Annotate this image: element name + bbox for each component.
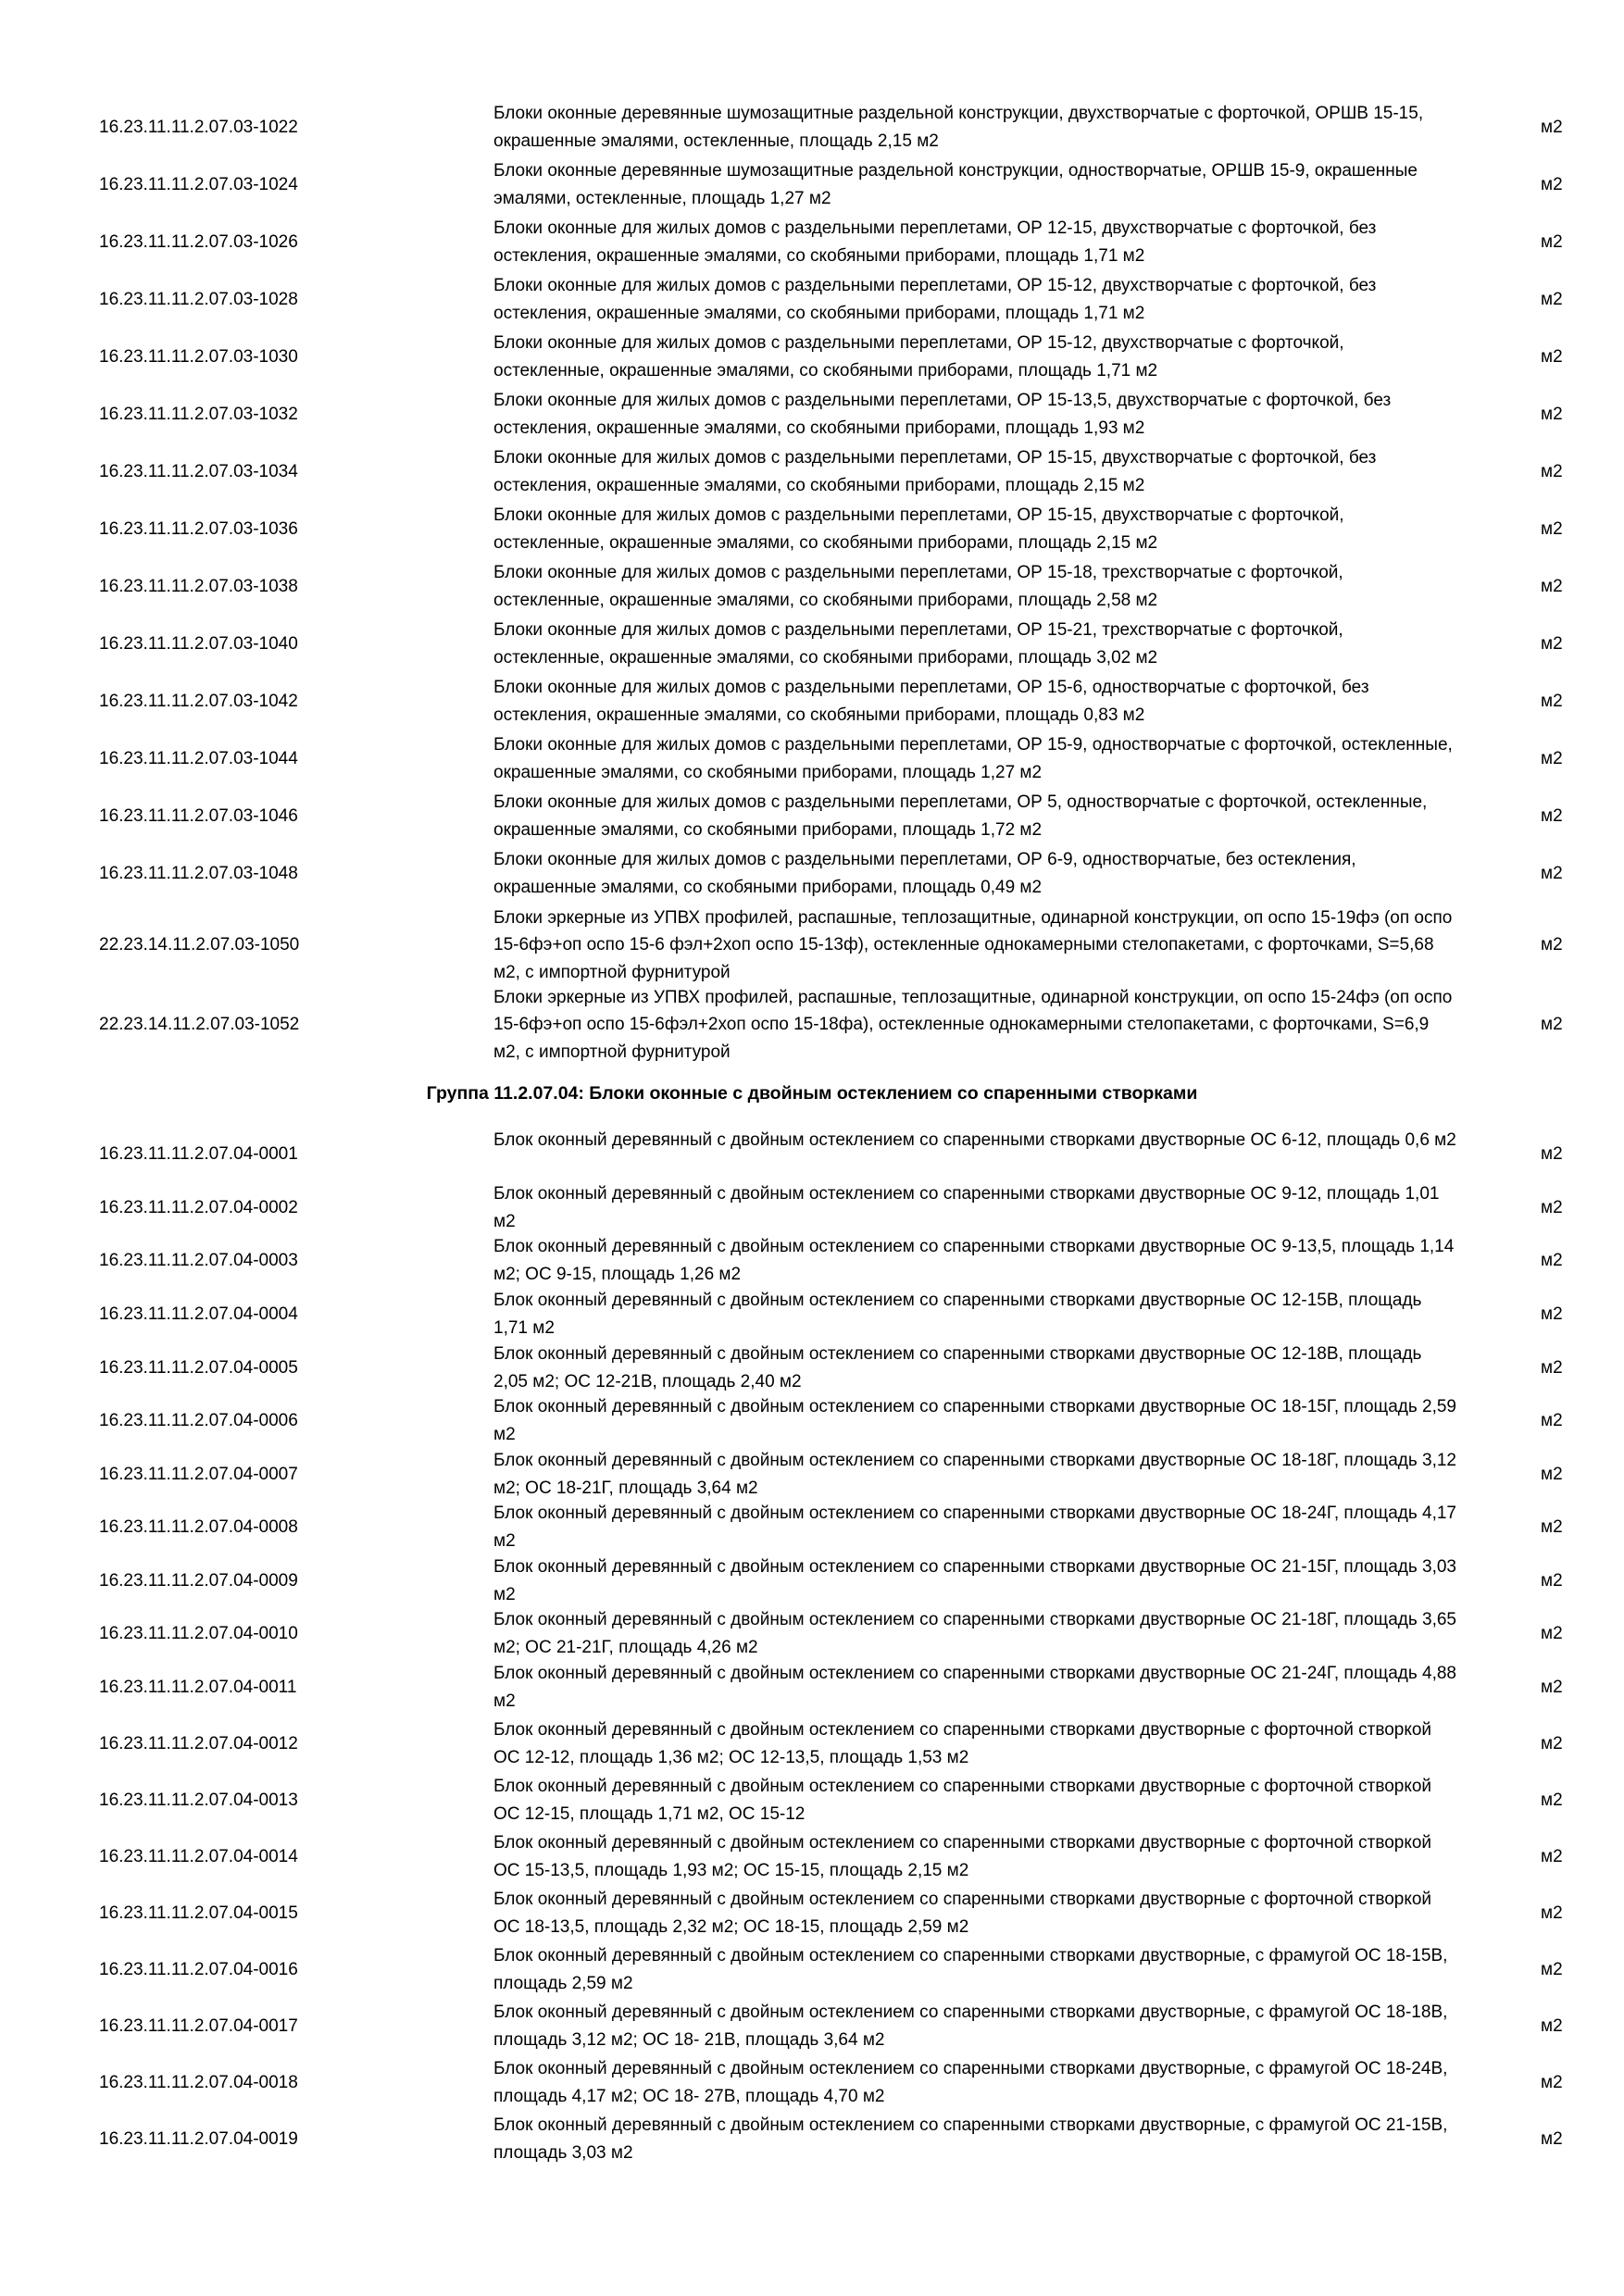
resource-description: Блоки оконные деревянные шумозащитные раздельной конструкции, двухстворчатые с форточкой, ОРШВ 15-15, окрашенные эмалями, остекленные, площадь 2,15 м2 [493,104,1424,151]
unit-of-measure: м2 [1541,1571,1563,1591]
resource-description: Блоки оконные для жилых домов с раздельными переплетами, ОР 15-6, одностворчатые с форточкой, без остекления, окрашенные эмалями, со скобяными приборами, площадь 0,83 м2 [493,678,1369,725]
table-row [0,1773,1624,1828]
resource-description: Блок оконный деревянный с двойным остеклением со спаренными створками двустворные ОС 12-15В, площадь 1,71 м2 [493,1291,1422,1338]
unit-of-measure: м2 [1541,1015,1563,1034]
unit-of-measure: м2 [1541,1304,1563,1324]
resource-code: 16.23.11.11.2.07.04-0007 [99,1465,298,1484]
unit-of-measure: м2 [1541,806,1563,826]
resource-description: Блок оконный деревянный с двойным остеклением со спаренными створками двустворные ОС 18-18Г, площадь 3,12 м2; ОС 18-21Г, площадь 3,64 м2 [493,1451,1456,1498]
resource-description: Блок оконный деревянный с двойным остеклением со спаренными створками двустворные с форточной створкой ОС 12-15, площадь 1,71 м2, ОС 15-12 [493,1777,1432,1824]
resource-code: 16.23.11.11.2.07.04-0010 [99,1624,298,1643]
resource-description: Блоки оконные для жилых домов с раздельными переплетами, ОР 15-12, двухстворчатые с форточкой, остекленные, окрашенные эмалями, со скобяными приборами, площадь 1,71 м2 [493,333,1344,381]
unit-of-measure: м2 [1541,1198,1563,1217]
resource-code: 16.23.11.11.2.07.04-0014 [99,1847,298,1866]
unit-of-measure: м2 [1541,2073,1563,2092]
unit-of-measure: м2 [1541,1358,1563,1378]
table-row [0,1234,1624,1288]
resource-code: 16.23.11.11.2.07.03-1040 [99,634,298,654]
resource-description: Блок оконный деревянный с двойным остеклением со спаренными створками двустворные с форточной створкой ОС 18-13,5, площадь 2,32 м2; ОС 18-15, площадь 2,59 м2 [493,1890,1432,1937]
table-row [0,1181,1624,1235]
unit-of-measure: м2 [1541,1624,1563,1643]
unit-of-measure: м2 [1541,1734,1563,1753]
resource-description: Блок оконный деревянный с двойным остеклением со спаренными створками двустворные ОС 21-15Г, площадь 3,03 м2 [493,1557,1456,1604]
resource-description: Блоки оконные для жилых домов с раздельными переплетами, ОР 15-15, двухстворчатые с форточкой, остекленные, окрашенные эмалями, со скобяными приборами, площадь 2,15 м2 [493,505,1344,553]
unit-of-measure: м2 [1541,290,1563,309]
table-row [0,846,1624,902]
resource-description: Блок оконный деревянный с двойным остеклением со спаренными створками двустворные ОС 18-15Г, площадь 2,59 м2 [493,1397,1456,1444]
table-row [0,387,1624,443]
resource-code: 16.23.11.11.2.07.03-1042 [99,692,298,711]
resource-code: 22.23.14.11.2.07.03-1052 [99,1015,300,1034]
resource-description: Блок оконный деревянный с двойным остеклением со спаренными створками двустворные ОС 12-18В, площадь 2,05 м2; ОС 12-21В, площадь 2,40 м2 [493,1344,1422,1391]
table-row [0,1716,1624,1772]
table-row [0,789,1624,844]
resource-description: Блок оконный деревянный с двойным остеклением со спаренными створками двустворные, с фрамугой ОС 21-15В, площадь 3,03 м2 [493,2115,1448,2163]
unit-of-measure: м2 [1541,692,1563,711]
resource-code: 16.23.11.11.2.07.03-1046 [99,806,298,826]
resource-code: 16.23.11.11.2.07.04-0002 [99,1198,298,1217]
resource-description: Блоки оконные для жилых домов с раздельными переплетами, ОР 12-15, двухстворчатые с форточкой, без остекления, окрашенные эмалями, со скобяными приборами, площадь 1,71 м2 [493,218,1377,266]
table-row [0,502,1624,557]
resource-description: Блок оконный деревянный с двойным остеклением со спаренными створками двустворные ОС 21-24Г, площадь 4,88 м2 [493,1664,1456,1711]
resource-code: 16.23.11.11.2.07.04-0017 [99,2016,298,2036]
resource-code: 16.23.11.11.2.07.04-0018 [99,2073,298,2092]
table-row [0,215,1624,270]
resource-description: Блоки оконные для жилых домов с раздельными переплетами, ОР 15-18, трехстворчатые с форточкой, остекленные, окрашенные эмалями, со скобяными приборами, площадь 2,58 м2 [493,563,1343,610]
table-row [0,444,1624,500]
unit-of-measure: м2 [1541,405,1563,424]
resource-description: Блоки оконные для жилых домов с раздельными переплетами, ОР 5, одностворчатые с форточкой, остекленные, окрашенные эмалями, со скобяными приборами, площадь 1,72 м2 [493,792,1428,840]
unit-of-measure: м2 [1541,2016,1563,2036]
resource-description: Блок оконный деревянный с двойным остеклением со спаренными створками двустворные ОС 9-12, площадь 1,01 м2 [493,1184,1440,1231]
resource-description: Блоки эркерные из УПВХ профилей, распашные, теплозащитные, одинарной конструкции, оп оспо 15-19фэ (оп оспо 15-6фэ+оп оспо 15-6 фэл+2хоп оспо 15-13ф), остекленные однокамерными стелопакетами, с форточками, S=5,68 м2, с импортной фурнитурой [493,907,1453,982]
table-row [0,1999,1624,2054]
unit-of-measure: м2 [1541,749,1563,768]
resource-description: Блок оконный деревянный с двойным остеклением со спаренными створками двустворные ОС 21-18Г, площадь 3,65 м2; ОС 21-21Г, площадь 4,26 м2 [493,1610,1456,1657]
unit-of-measure: м2 [1541,232,1563,252]
resource-code: 16.23.11.11.2.07.03-1026 [99,232,298,252]
resource-code: 16.23.11.11.2.07.03-1048 [99,864,298,883]
unit-of-measure: м2 [1541,1465,1563,1484]
table-row [0,559,1624,615]
resource-description: Блок оконный деревянный с двойным остеклением со спаренными створками двустворные с форточной створкой ОС 15-13,5, площадь 1,93 м2; ОС 15-15, площадь 2,15 м2 [493,1833,1432,1880]
resource-code: 16.23.11.11.2.07.03-1044 [99,749,298,768]
table-row [0,731,1624,787]
table-row [0,157,1624,213]
table-row [0,1661,1624,1715]
table-row [0,1128,1624,1181]
resource-description: Блоки оконные для жилых домов с раздельными переплетами, ОР 15-9, одностворчатые с форточкой, остекленные, окрашенные эмалями, со скобяными приборами, площадь 1,27 м2 [493,735,1453,782]
resource-code: 16.23.11.11.2.07.04-0013 [99,1791,298,1810]
unit-of-measure: м2 [1541,1678,1563,1697]
unit-of-measure: м2 [1541,118,1563,137]
resource-code: 16.23.11.11.2.07.04-0008 [99,1517,298,1537]
resource-code: 16.23.11.11.2.07.03-1022 [99,118,298,137]
table-row [0,1288,1624,1341]
resource-description: Блок оконный деревянный с двойным остеклением со спаренными створками двустворные с форточной створкой ОС 12-12, площадь 1,36 м2; ОС 12-13,5, площадь 1,53 м2 [493,1720,1432,1767]
table-row [0,1394,1624,1448]
group-title: Группа 11.2.07.04: Блоки оконные с двойным остеклением со спаренными створками [426,1083,1198,1104]
resource-code: 16.23.11.11.2.07.04-0003 [99,1251,298,1270]
unit-of-measure: м2 [1541,1847,1563,1866]
unit-of-measure: м2 [1541,1411,1563,1430]
resource-description: Блок оконный деревянный с двойным остеклением со спаренными створками двустворные, с фрамугой ОС 18-18В, площадь 3,12 м2; ОС 18- 21В, площадь 3,64 м2 [493,2003,1448,2050]
resource-description: Блоки оконные для жилых домов с раздельными переплетами, ОР 6-9, одностворчатые, без остекления, окрашенные эмалями, со скобяными приборами, площадь 0,49 м2 [493,850,1356,897]
resource-description: Блок оконный деревянный с двойным остеклением со спаренными створками двустворные ОС 18-24Г, площадь 4,17 м2 [493,1504,1456,1551]
resource-description: Блок оконный деревянный с двойным остеклением со спаренными створками двустворные ОС 6-12, площадь 0,6 м2 [493,1130,1456,1151]
table-row [0,1341,1624,1395]
resource-code: 16.23.11.11.2.07.04-0016 [99,1960,298,1979]
resource-description: Блоки оконные для жилых домов с раздельными переплетами, ОР 15-12, двухстворчатые с форточкой, без остекления, окрашенные эмалями, со скобяными приборами, площадь 1,71 м2 [493,276,1377,323]
unit-of-measure: м2 [1541,1903,1563,1923]
unit-of-measure: м2 [1541,175,1563,194]
resource-code: 16.23.11.11.2.07.04-0015 [99,1903,298,1923]
resource-code: 16.23.11.11.2.07.04-0011 [99,1678,297,1697]
resource-description: Блок оконный деревянный с двойным остеклением со спаренными створками двустворные, с фрамугой ОС 18-24В, площадь 4,17 м2; ОС 18- 27В, площадь 4,70 м2 [493,2059,1448,2106]
resource-code: 22.23.14.11.2.07.03-1050 [99,935,300,955]
resource-description: Блоки эркерные из УПВХ профилей, распашные, теплозащитные, одинарной конструкции, оп оспо 15-24фэ (оп оспо 15-6фэ+оп оспо 15-6фэл+2хоп оспо 15-18фа), остекленные однокамерными стелопакетами, с форточками, S=6,9 м2, с импортной фурнитурой [493,987,1453,1062]
resource-description: Блок оконный деревянный с двойным остеклением со спаренными створками двустворные, с фрамугой ОС 18-15В, площадь 2,59 м2 [493,1946,1448,1993]
resource-code: 16.23.11.11.2.07.03-1036 [99,519,298,539]
table-row [0,617,1624,672]
resource-code: 16.23.11.11.2.07.03-1030 [99,347,298,367]
table-row [0,2055,1624,2111]
table-row [0,1448,1624,1502]
resource-code: 16.23.11.11.2.07.04-0001 [99,1144,298,1164]
resource-code: 16.23.11.11.2.07.03-1032 [99,405,298,424]
resource-code: 16.23.11.11.2.07.03-1028 [99,290,298,309]
table-row [0,330,1624,385]
table-row [0,100,1624,156]
unit-of-measure: м2 [1541,1960,1563,1979]
table-row [0,1942,1624,1998]
table-row [0,1886,1624,1941]
resource-code: 16.23.11.11.2.07.04-0006 [99,1411,298,1430]
table-row [0,1829,1624,1885]
unit-of-measure: м2 [1541,2129,1563,2149]
resource-code: 16.23.11.11.2.07.03-1024 [99,175,298,194]
unit-of-measure: м2 [1541,577,1563,596]
resource-description: Блоки оконные для жилых домов с раздельными переплетами, ОР 15-15, двухстворчатые с форточкой, без остекления, окрашенные эмалями, со скобяными приборами, площадь 2,15 м2 [493,448,1377,495]
resource-code: 16.23.11.11.2.07.03-1034 [99,462,298,481]
table-row [0,2112,1624,2167]
resource-code: 16.23.11.11.2.07.04-0012 [99,1734,298,1753]
table-row [0,904,1624,987]
resource-description: Блок оконный деревянный с двойным остеклением со спаренными створками двустворные ОС 9-13,5, площадь 1,14 м2; ОС 9-15, площадь 1,26 м2 [493,1237,1455,1284]
table-row [0,1554,1624,1608]
resource-code: 16.23.11.11.2.07.04-0004 [99,1304,298,1324]
resource-code: 16.23.11.11.2.07.03-1038 [99,577,298,596]
unit-of-measure: м2 [1541,462,1563,481]
resource-description: Блоки оконные деревянные шумозащитные раздельной конструкции, одностворчатые, ОРШВ 15-9, окрашенные эмалями, остекленные, площадь 1,27 м2 [493,161,1418,208]
unit-of-measure: м2 [1541,1791,1563,1810]
resource-description: Блоки оконные для жилых домов с раздельными переплетами, ОР 15-21, трехстворчатые с форточкой, остекленные, окрашенные эмалями, со скобяными приборами, площадь 3,02 м2 [493,620,1343,668]
unit-of-measure: м2 [1541,634,1563,654]
resource-description: Блоки оконные для жилых домов с раздельными переплетами, ОР 15-13,5, двухстворчатые с форточкой, без остекления, окрашенные эмалями, со скобяными приборами, площадь 1,93 м2 [493,391,1392,438]
table-row [0,272,1624,328]
unit-of-measure: м2 [1541,864,1563,883]
resource-code: 16.23.11.11.2.07.04-0019 [99,2129,298,2149]
resource-code: 16.23.11.11.2.07.04-0009 [99,1571,298,1591]
unit-of-measure: м2 [1541,519,1563,539]
table-row [0,674,1624,730]
unit-of-measure: м2 [1541,347,1563,367]
table-row [0,1607,1624,1661]
unit-of-measure: м2 [1541,1517,1563,1537]
table-row [0,983,1624,1067]
unit-of-measure: м2 [1541,1251,1563,1270]
unit-of-measure: м2 [1541,935,1563,955]
unit-of-measure: м2 [1541,1144,1563,1164]
resource-code: 16.23.11.11.2.07.04-0005 [99,1358,298,1378]
table-row [0,1501,1624,1554]
